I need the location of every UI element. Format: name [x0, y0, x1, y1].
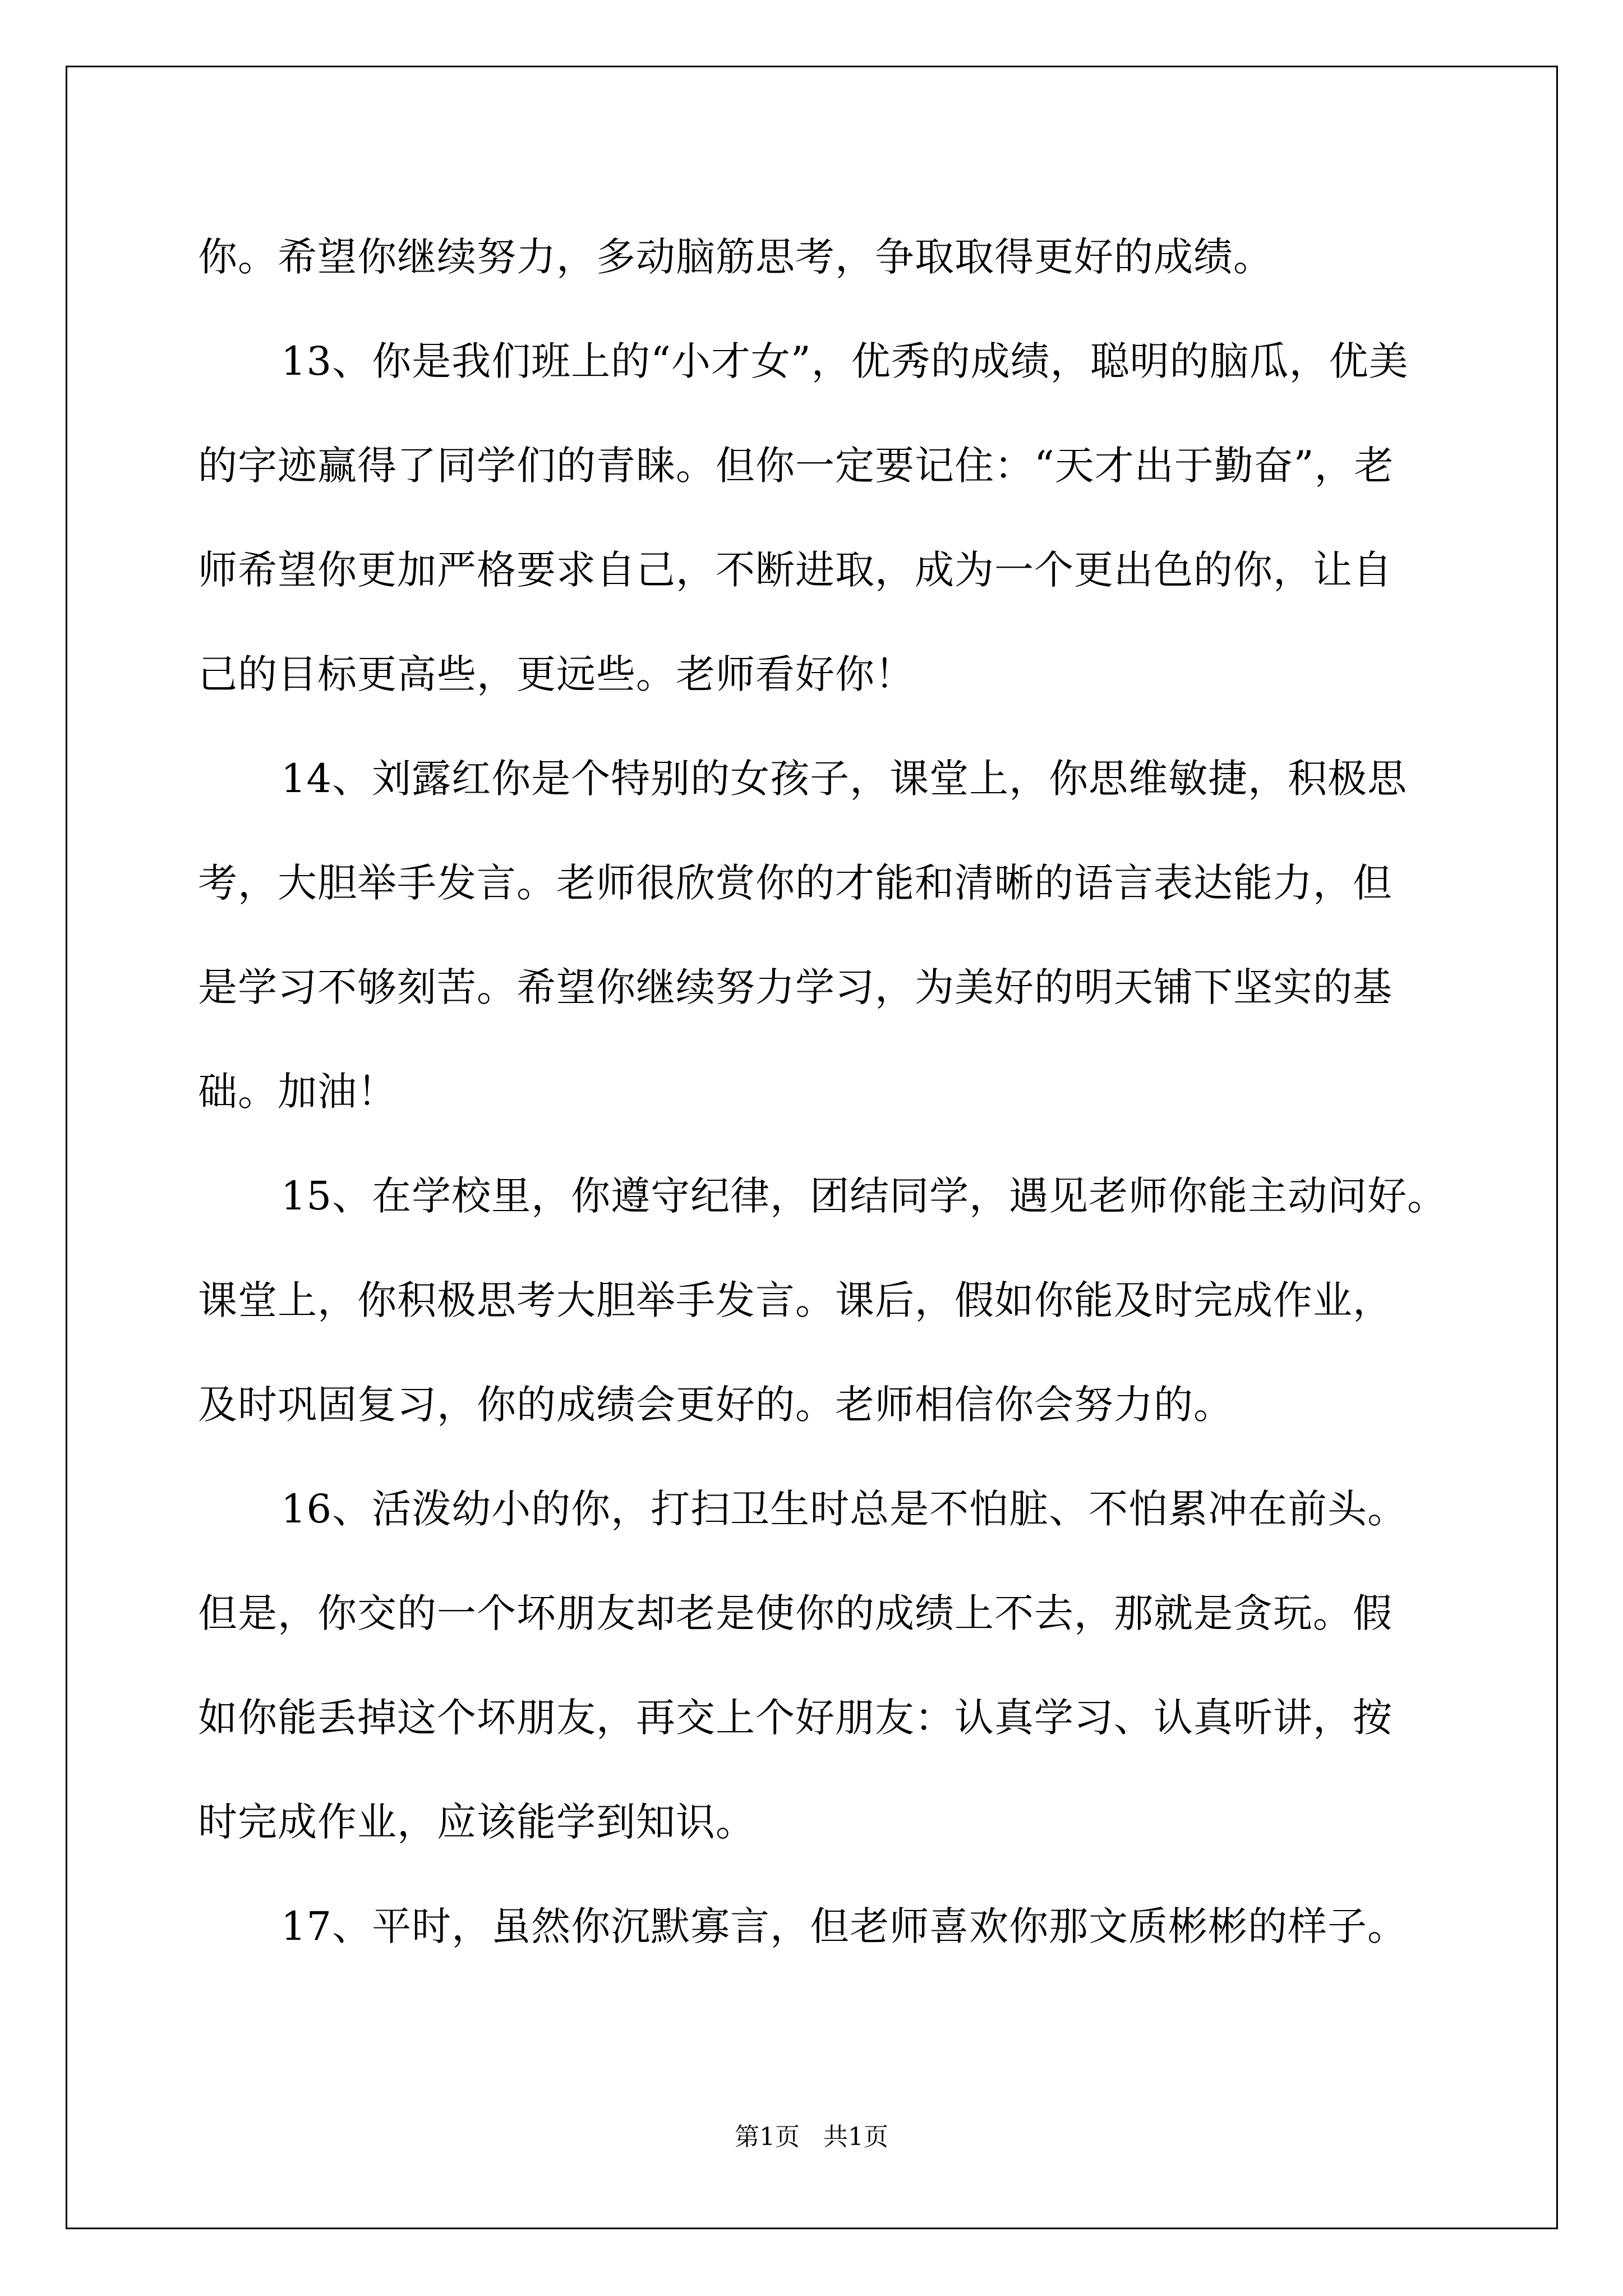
text-line: 础。加油！ [198, 1069, 397, 1115]
text-line: 14、刘露红你是个特别的女孩子，课堂上，你思维敏捷，积极思 [281, 756, 1408, 802]
paragraph-14 [198, 726, 1432, 1144]
paragraph-16 [198, 1457, 1432, 1874]
text-line: 己的目标更高些，更远些。老师看好你！ [198, 651, 915, 697]
paragraph-15 [198, 1144, 1447, 1457]
paragraph-continuation [198, 205, 1432, 309]
text-line: 如你能丢掉这个坏朋友，再交上个好朋友：认真学习、认真听讲，按 [198, 1695, 1393, 1741]
text-line: 是学习不够刻苦。希望你继续努力学习，为美好的明天铺下坚实的基 [198, 964, 1393, 1010]
document-body [198, 205, 1447, 1978]
text-line: 师希望你更加严格要求自己，不断进取，成为一个更出色的你，让自 [198, 547, 1393, 593]
text-line: 考，大胆举手发言。老师很欣赏你的才能和清晰的语言表达能力，但 [198, 860, 1393, 906]
text-line: 课堂上，你积极思考大胆举手发言。课后，假如你能及时完成作业， [198, 1277, 1393, 1323]
paragraph-13 [198, 309, 1432, 726]
text-line: 及时巩固复习，你的成绩会更好的。老师相信你会努力的。 [198, 1382, 1233, 1428]
text-line: 时完成作业，应该能学到知识。 [198, 1799, 755, 1845]
paragraph-17 [198, 1874, 1432, 1978]
page-number-footer: 第1页 共1页 [735, 2123, 888, 2151]
text-line: 15、在学校里，你遵守纪律，团结同学，遇见老师你能主动问好。 [281, 1173, 1447, 1219]
text-line: 13、你是我们班上的“小才女”，优秀的成绩，聪明的脑瓜，优美 [281, 338, 1409, 384]
text-line: 但是，你交的一个坏朋友却老是使你的成绩上不去，那就是贪玩。假 [198, 1590, 1393, 1636]
text-line: 的字迹赢得了同学们的青睐。但你一定要记住：“天才出于勤奋”，老 [198, 443, 1394, 489]
text-line: 17、平时，虽然你沉默寡言，但老师喜欢你那文质彬彬的样子。 [281, 1903, 1408, 1949]
text-line: 你。希望你继续努力，多动脑筋思考，争取取得更好的成绩。 [198, 234, 1273, 280]
text-line: 16、活泼幼小的你，打扫卫生时总是不怕脏、不怕累冲在前头。 [281, 1486, 1408, 1532]
